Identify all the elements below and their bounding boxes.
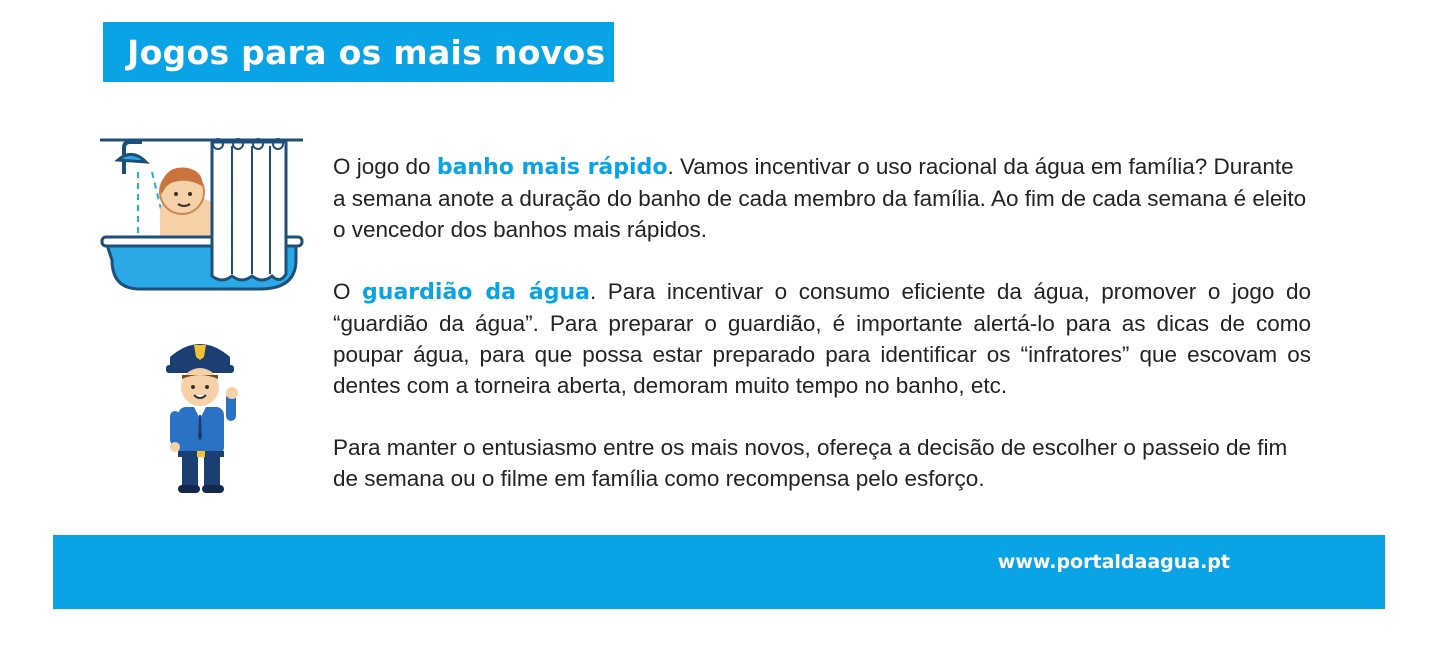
footer-bar xyxy=(53,535,1385,609)
paragraph-body: . Para incentivar o consumo eficiente da água, promover o jogo do “guardião da água”. Para preparar o guardião, é importante alertá-lo para as dicas de como poupar água, para que possa estar preparado para identificar os “infratores” que escovam os dentes com a torneira aberta, demoram muito tempo no banho, etc. xyxy=(333,279,1311,398)
paragraph-water-guardian xyxy=(333,276,1311,401)
title-banner xyxy=(103,22,614,82)
bathtub-shower-child-icon xyxy=(100,134,305,296)
paragraph-body: . Vamos incentivar o uso racional da água em família? Durante a semana anote a duração do banho de cada membro da família. Ao fim de cada semana é eleito o vencedor dos banhos mais rápidos. xyxy=(333,154,1307,242)
highlight-faster-shower: banho mais rápido xyxy=(436,155,668,180)
website-link[interactable]: www.portaldaagua.pt xyxy=(997,551,1230,573)
highlight-water-guardian: guardião da água xyxy=(362,280,590,305)
paragraph-reward xyxy=(333,432,1311,494)
paragraph-intro: O jogo do xyxy=(333,154,437,179)
paragraph-body: Para manter o entusiasmo entre os mais novos, ofereça a decisão de escolher o passeio de fim de semana ou o filme em família como recompensa pelo esforço. xyxy=(333,435,1288,491)
paragraph-intro: O xyxy=(333,279,363,304)
page-title: Jogos para os mais novos xyxy=(127,32,606,72)
police-officer-child-icon xyxy=(160,335,245,495)
paragraph-faster-shower xyxy=(333,151,1311,245)
